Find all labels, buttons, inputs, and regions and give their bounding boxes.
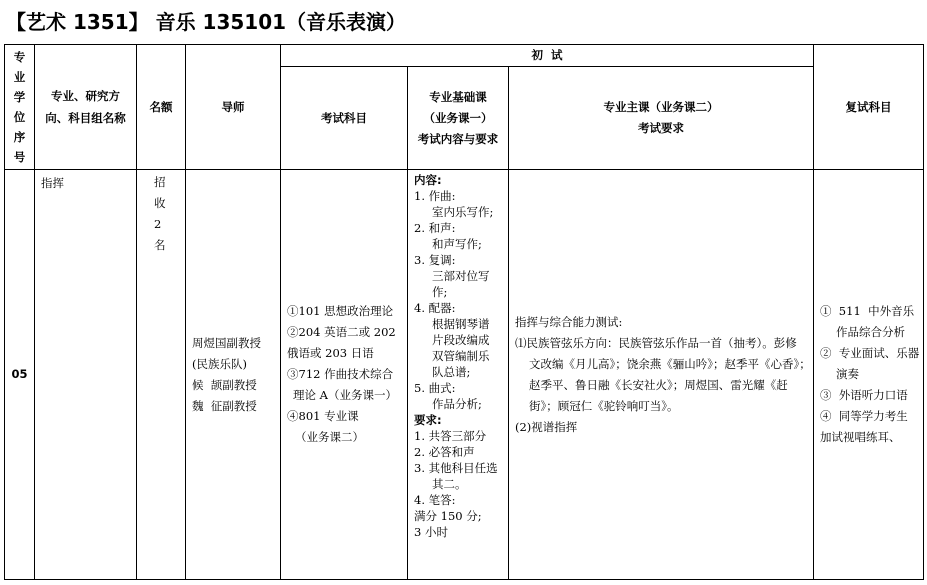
header-tutor: 导师 [186,45,281,170]
enrollment-table [4,44,924,580]
header-main: 专业主课（业务课二） 考试要求 [509,67,814,170]
cell-exam-subjects: ①101 思想政治理论 ②204 英语二或 202 俄语或 203 日语 ③712 作曲技术综合 理论 A（业务课一） ④801 专业课 （业务课二） [281,170,408,580]
header-basic: 专业基础课 （业务课一） 考试内容与要求 [408,67,509,170]
header-exam-subjects: 考试科目 [281,67,408,170]
header-prelim: 初 试 [281,45,814,67]
cell-basic-course: 内容: 1. 作曲: 室内乐写作; 2. 和声: 和声写作; 3. 复调: 三部对位写 作; 4. 配器: 根据钢琴谱 片段改编成 双管编制乐 队总谱; 5. 曲式: 作品分析; 要求: 1. 共答三部分 2. 必答和声 3. 其他科目任选 其二。 4. 笔答: 满分 150 分; 3 小时 [408,170,509,580]
header-seq: 专业学位序号 [5,45,35,170]
cell-tutor: 周煜国副教授 (民族乐队) 候 颉副教授 魏 征副教授 [186,170,281,580]
cell-quota: 招收2名 [137,170,186,580]
cell-main-course: 指挥与综合能力测试: ⑴民族管弦乐方向：民族管弦乐作品一首（抽考）。彭修 文改编《月儿高》；饶余燕《骊山吟》；赵季平《心香》； 赵季平、鲁日融《长安社火》；周煜国、雷光耀《赶 街》；顾冠仁《驼铃响叮当》。 (2)视谱指挥 [509,170,814,580]
header-quota: 名额 [137,45,186,170]
cell-major: 指挥 [35,170,137,580]
page-title: 【艺术 1351】 音乐 135101（音乐表演） [6,10,407,34]
header-retest: 复试科目 [814,45,924,170]
cell-retest: ① 511 中外音乐 作品综合分析 ② 专业面试、乐器 演奏 ③ 外语听力口语 ④ 同等学力考生 加试视唱练耳、 [814,170,924,580]
cell-seq: 05 [5,170,35,580]
header-major: 专业、研究方向、科目组名称 [35,45,137,170]
